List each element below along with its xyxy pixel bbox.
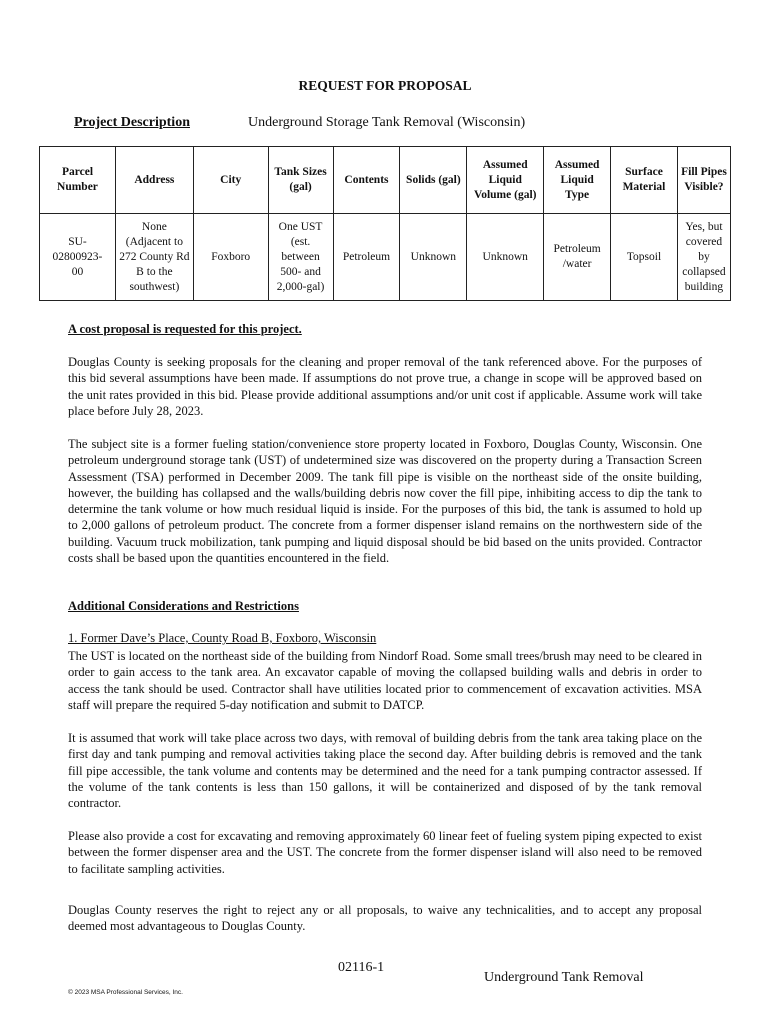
table-header-cell: Parcel Number bbox=[40, 147, 116, 214]
project-description-value: Underground Storage Tank Removal (Wisconsin) bbox=[248, 115, 526, 130]
table-header-cell: Assumed Liquid Volume (gal) bbox=[467, 147, 544, 214]
table-cell: Topsoil bbox=[611, 214, 678, 301]
paragraph-piping: Please also provide a cost for excavating and removing approximately 60 linear feet of fueling system piping expected to exist between the former dispenser area and the UST. The concrete from the former dispenser island will also need to be removed to facilitate sampling activities. bbox=[68, 829, 702, 876]
table-header-row bbox=[40, 147, 731, 214]
paragraph-site-description: The subject site is a former fueling station/convenience store property located in Foxboro, Douglas County, Wisconsin. One petroleum underground storage tank (UST) of undetermined size was discovered on the property during a Transaction Screen Assessment (TSA) performed in December 2009. The tank fill pipe is visible on the northeast side of the onsite building, however, the building has collapsed and the walls/building debris now cover the fill pipe, inhibiting access to dip the tank to determine the tank volume or how much residual liquid is inside. For the purposes of this bid, the tank is assumed to hold up to 2,000 gallons of petroleum product. The concrete from a former dispenser island remains on the northwestern side of the building. Vacuum truck mobilization, tank pumping and liquid disposal should be bid based on the units provided. Contractor costs shall be based upon the quantities encountered in the field. bbox=[68, 437, 702, 566]
parcel-table bbox=[39, 146, 731, 301]
paragraph-reservation: Douglas County reserves the right to reject any or all proposals, to waive any technicalities, and to accept any proposal deemed most advantageous to Douglas County. bbox=[68, 903, 702, 934]
table-header-cell: Fill Pipes Visible? bbox=[677, 147, 730, 214]
table-cell: None (Adjacent to 272 County Rd B to the southwest) bbox=[115, 214, 193, 301]
table-cell: SU-02800923-00 bbox=[40, 214, 116, 301]
table-header-cell: Address bbox=[115, 147, 193, 214]
document-title: REQUEST FOR PROPOSAL bbox=[298, 78, 472, 93]
table-header-cell: Contents bbox=[333, 147, 400, 214]
table-header-cell: Surface Material bbox=[611, 147, 678, 214]
paragraph-work-schedule: It is assumed that work will take place across two days, with removal of building debris from the tank area taking place on the first day and tank pumping and removal activities taking place the second day. After building debris is removed and the tank fill pipe accessible, the tank volume and contents may be determined and the need for a tank pumping contractor assessed. If the volume of the tank contents is less than 150 gallons, it will be containerized and disposed of by the tank removal contractor. bbox=[68, 731, 702, 811]
cost-proposal-heading: A cost proposal is requested for this project. bbox=[68, 322, 302, 336]
project-description-label: Project Description bbox=[74, 115, 190, 130]
copyright-notice: © 2023 MSA Professional Services, Inc. bbox=[68, 989, 183, 996]
table-row bbox=[40, 214, 731, 301]
additional-considerations-heading: Additional Considerations and Restrictions bbox=[68, 599, 299, 613]
paragraph-intro: Douglas County is seeking proposals for the cleaning and proper removal of the tank referenced above. For the purposes of this bid several assumptions have been made. If assumptions do not prove true, a change in scope will be approved based on the unit rates provided in this bid. Please provide additional assumptions and/or unit cost if applicable. Assume work will take place before July 28, 2023. bbox=[68, 355, 702, 418]
footer-document-title: Underground Tank Removal bbox=[484, 970, 644, 985]
table-cell: One UST (est. between 500- and 2,000-gal) bbox=[268, 214, 333, 301]
page-number: 02116-1 bbox=[338, 960, 385, 975]
site-subheading: 1. Former Dave’s Place, County Road B, Foxboro, Wisconsin bbox=[68, 631, 377, 645]
table-cell: Petroleum bbox=[333, 214, 400, 301]
table-header-cell: Tank Sizes (gal) bbox=[268, 147, 333, 214]
table-header-cell: City bbox=[193, 147, 268, 214]
table-cell: Yes, but covered by collapsed building bbox=[677, 214, 730, 301]
paragraph-ust-location: The UST is located on the northeast side of the building from Nindorf Road. Some small trees/brush may need to be cleared in order to gain access to the tank area. An excavator capable of moving the collapsed building walls and debris in order to access the tank should be used. Contractor shall have utilities located prior to commencement of excavation activities. MSA staff will prepare the required 5-day notification and submit to DATCP. bbox=[68, 649, 702, 712]
table-cell: Unknown bbox=[400, 214, 467, 301]
table-cell: Foxboro bbox=[193, 214, 268, 301]
table-header-cell: Assumed Liquid Type bbox=[544, 147, 611, 214]
table-cell: Unknown bbox=[467, 214, 544, 301]
table-cell: Petroleum /water bbox=[544, 214, 611, 301]
table-header-cell: Solids (gal) bbox=[400, 147, 467, 214]
